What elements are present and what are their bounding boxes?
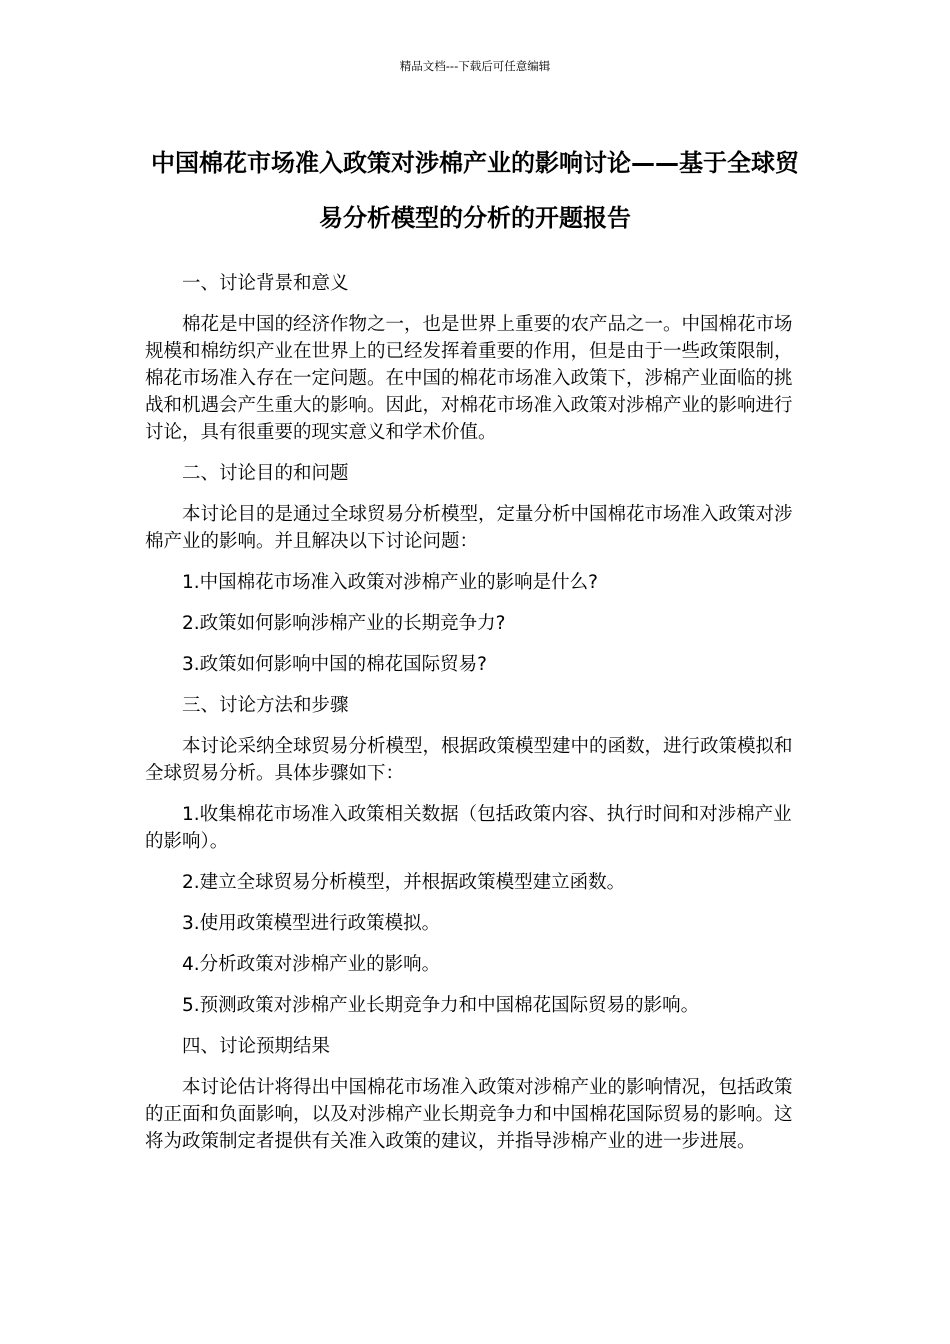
list-item: 2.建立全球贸易分析模型，并根据政策模型建立函数。 (182, 872, 626, 893)
section-heading-3: 三、讨论方法和步骤 (182, 695, 349, 716)
section-heading-4: 四、讨论预期结果 (182, 1036, 331, 1057)
list-item: 5.预测政策对涉棉产业长期竞争力和中国棉花国际贸易的影响。 (182, 995, 700, 1016)
list-item: 2.政策如何影响涉棉产业的长期竞争力? (182, 613, 506, 634)
list-item: 4.分析政策对涉棉产业的影响。 (182, 954, 441, 975)
section-heading-2: 二、讨论目的和问题 (182, 463, 349, 484)
paragraph: 棉花是中国的经济作物之一，也是世界上重要的农产品之一。中国棉花市场规模和棉纺织产业在世界上的已经发挥着重要的作用，但是由于一些政策限制，棉花市场准入存在一定问题。在中国的棉花市场准入政策下，涉棉产业面临的挑战和机遇会产生重大的影响。因此，对棉花市场准入政策对涉棉产业的影响进行讨论，具有很重要的现实意义和学术价值。 (145, 314, 793, 443)
section-heading-1: 一、讨论背景和意义 (182, 273, 349, 294)
document-body (145, 270, 797, 1169)
list-item: 3.使用政策模型进行政策模拟。 (182, 913, 441, 934)
document-title: 中国棉花市场准入政策对涉棉产业的影响讨论——基于全球贸易分析模型的分析的开题报告 (151, 149, 799, 232)
paragraph: 本讨论采纳全球贸易分析模型，根据政策模型建中的函数，进行政策模拟和全球贸易分析。具体步骤如下： (145, 736, 793, 784)
paragraph: 本讨论目的是通过全球贸易分析模型，定量分析中国棉花市场准入政策对涉棉产业的影响。并且解决以下讨论问题： (145, 504, 793, 552)
list-item: 1.中国棉花市场准入政策对涉棉产业的影响是什么? (182, 572, 598, 593)
list-item: 1.收集棉花市场准入政策相关数据（包括政策内容、执行时间和对涉棉产业的影响）。 (145, 804, 792, 852)
list-item: 3.政策如何影响中国的棉花国际贸易? (182, 654, 487, 675)
header-note: 精品文档---下载后可任意编辑 (399, 59, 551, 73)
paragraph: 本讨论估计将得出中国棉花市场准入政策对涉棉产业的影响情况，包括政策的正面和负面影响，以及对涉棉产业长期竞争力和中国棉花国际贸易的影响。这将为政策制定者提供有关准入政策的建议，并指导涉棉产业的进一步进展。 (145, 1077, 793, 1152)
